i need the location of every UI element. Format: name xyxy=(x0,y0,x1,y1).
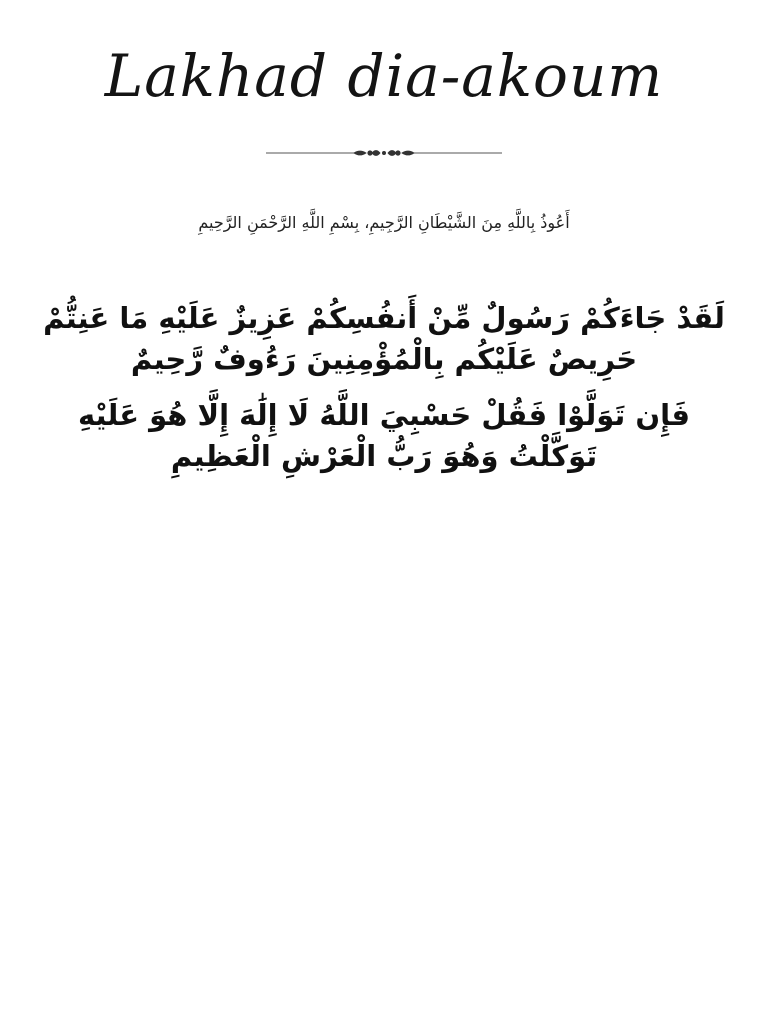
opening-invocation: أَعُوذُ بِاللَّهِ مِنَ الشَّيْطَانِ الرَّجِيمِ، بِسْمِ اللَّهِ الرَّحْمَنِ الرَّحِيمِ xyxy=(198,213,570,232)
divider-ornament-icon xyxy=(266,144,502,162)
verse-128: لَقَدْ جَاءَكُمْ رَسُولٌ مِّنْ أَنفُسِكُمْ عَزِيزٌ عَلَيْهِ مَا عَنِتُّمْ حَرِيصٌ عَلَيْكُم بِالْمُؤْمِنِينَ رَءُوفٌ رَّحِيمٌ xyxy=(43,301,725,376)
verse-129: فَإِن تَوَلَّوْا فَقُلْ حَسْبِيَ اللَّهُ لَا إِلَٰهَ إِلَّا هُوَ عَلَيْهِ تَوَكَّلْتُ وَهُوَ رَبُّ الْعَرْشِ الْعَظِيمِ xyxy=(77,398,691,473)
page-title: Lakhad dia-akoum xyxy=(104,42,664,110)
verse-block xyxy=(30,298,738,492)
